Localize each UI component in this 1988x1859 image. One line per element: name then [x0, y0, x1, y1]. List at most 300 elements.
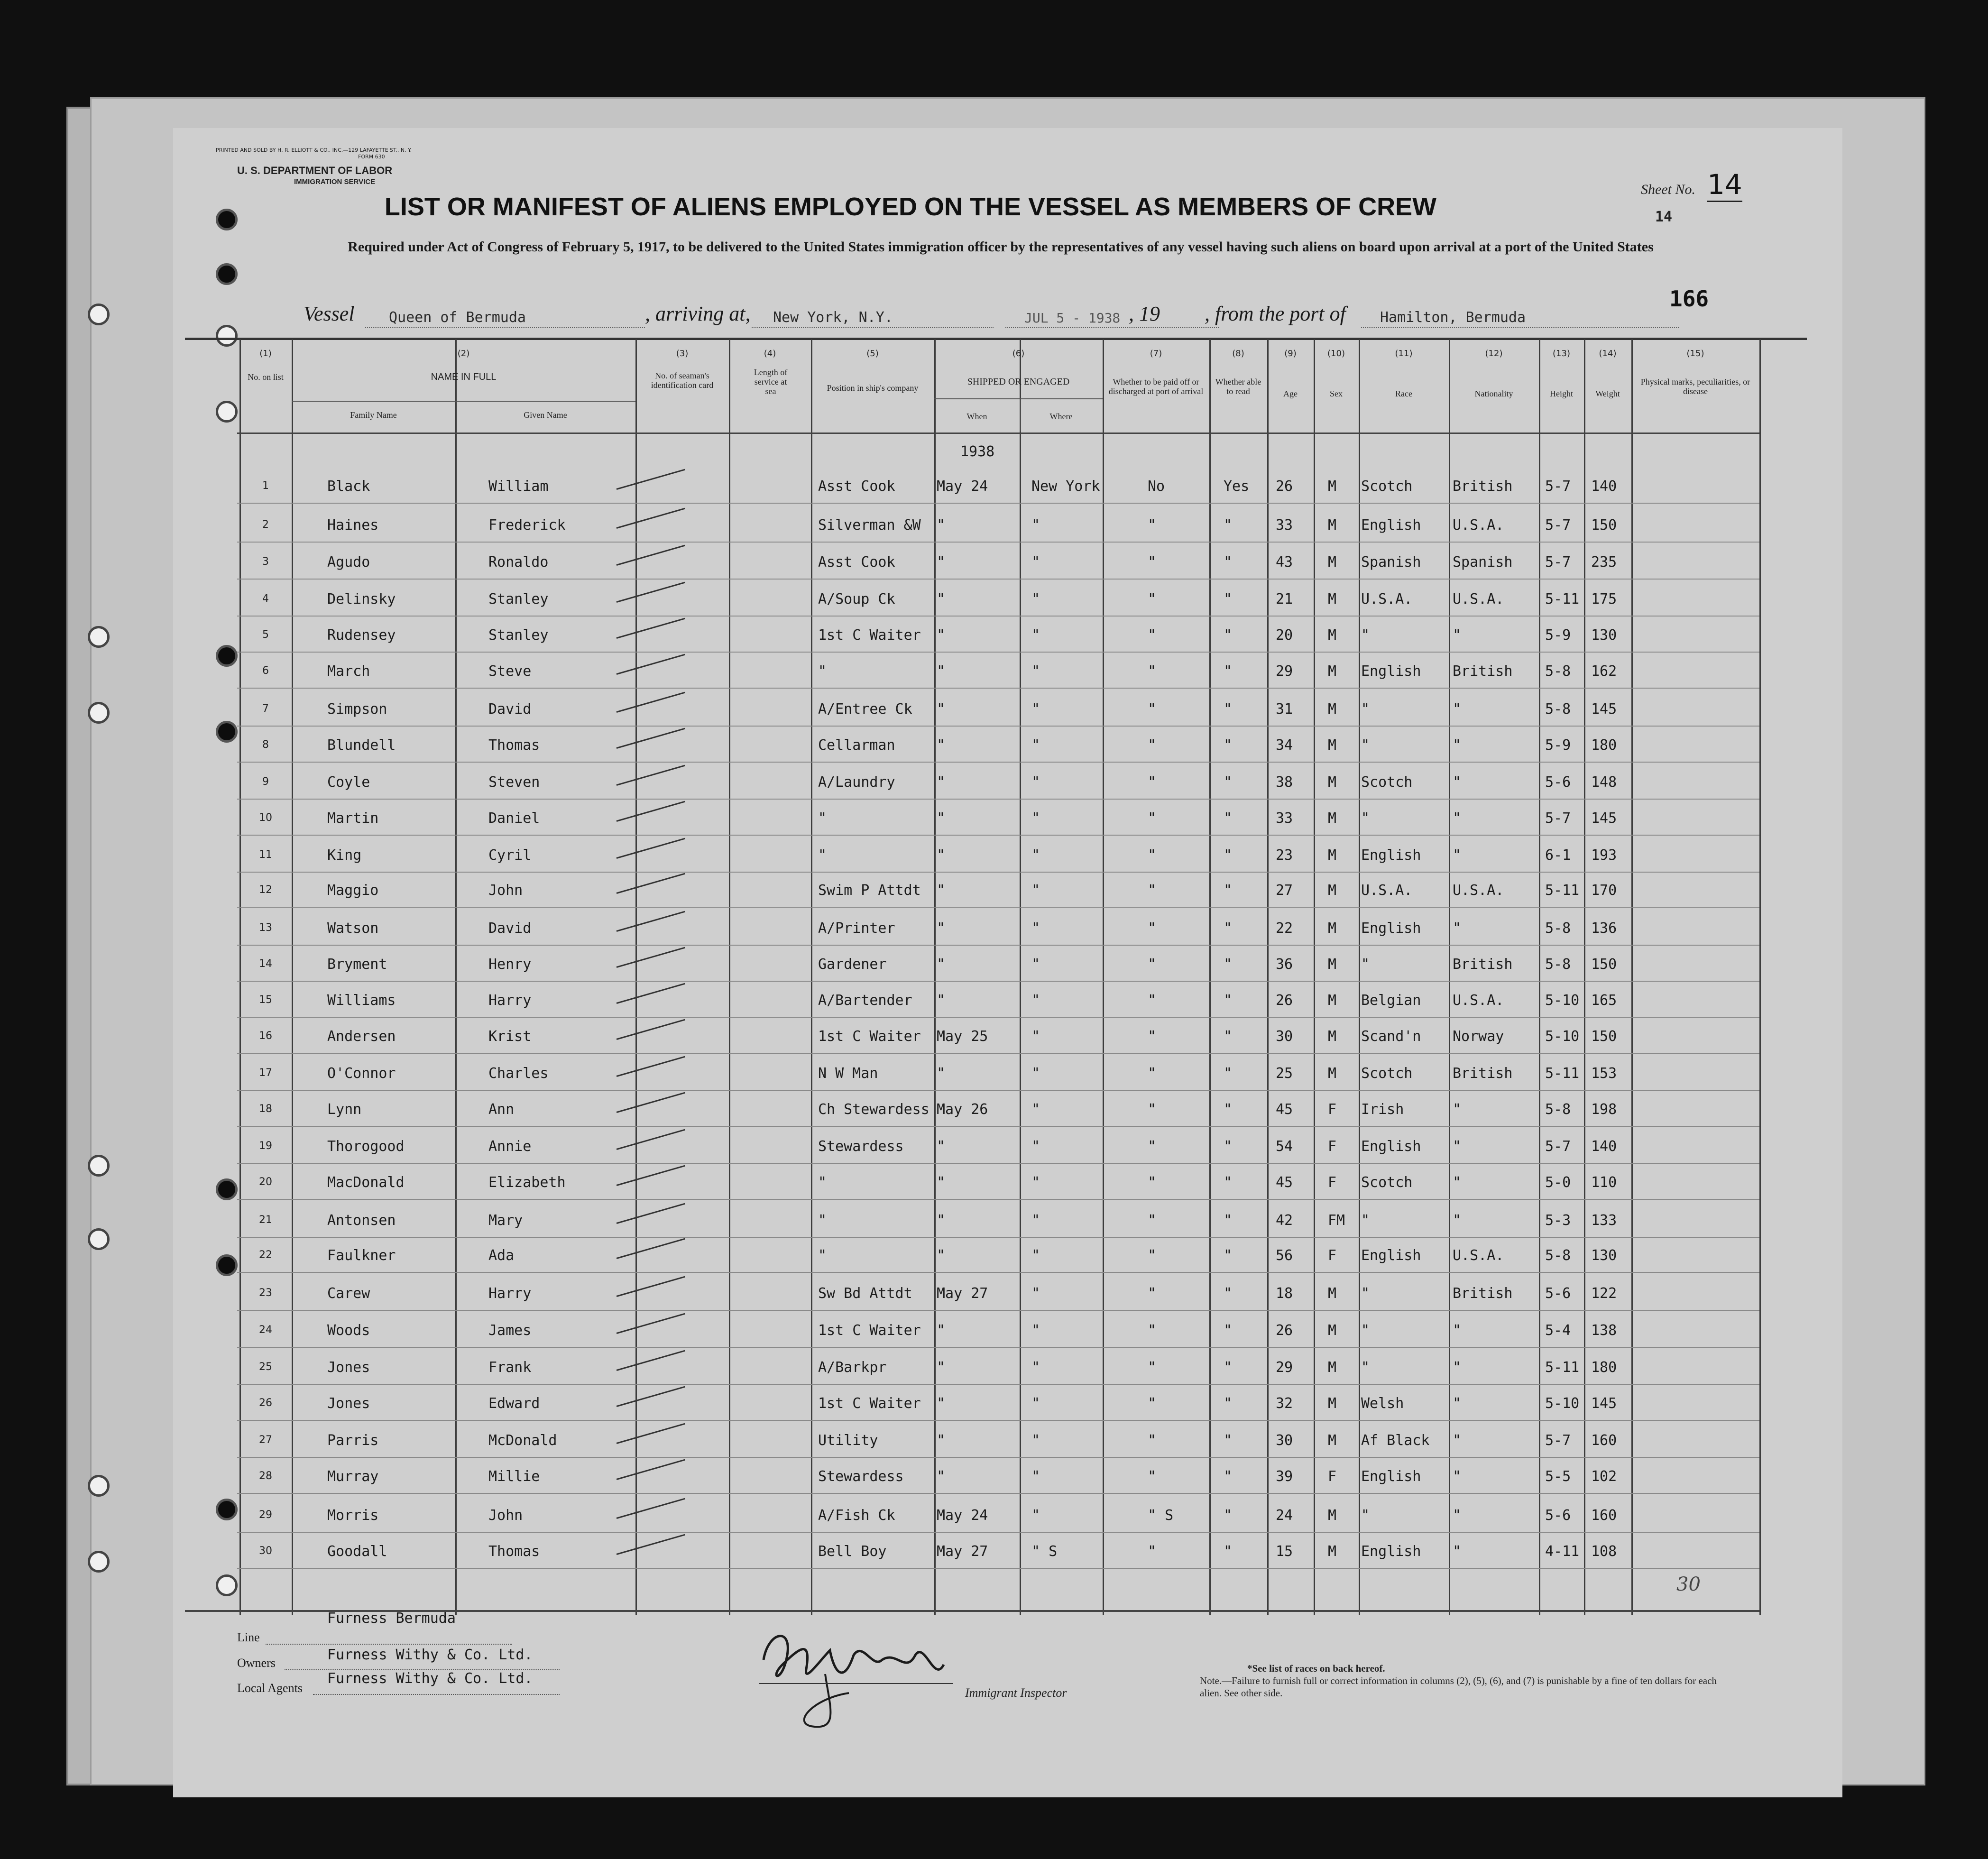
- nationality-cell: Spanish: [1453, 554, 1513, 571]
- shipped-where-cell: ": [1031, 847, 1040, 864]
- row-rule: [237, 579, 1759, 580]
- shipped-when-cell: ": [937, 847, 946, 864]
- row-rule: [237, 762, 1759, 763]
- shipped-where-cell: ": [1031, 1359, 1040, 1376]
- col6-number: (6): [1012, 349, 1025, 359]
- col6-heading: SHIPPED OR ENGAGED: [967, 377, 1070, 387]
- given-name-cell: David: [488, 920, 532, 937]
- given-name-cell: James: [488, 1322, 532, 1339]
- shipped-when-cell: ": [937, 920, 946, 937]
- nationality-cell: British: [1453, 478, 1513, 495]
- row-rule: [237, 1272, 1759, 1273]
- arrival-date-stamp: JUL 5 - 1938: [1024, 310, 1121, 326]
- shipped-where-cell: ": [1031, 1212, 1040, 1229]
- sex-cell: F: [1328, 1468, 1337, 1485]
- sex-cell: M: [1328, 1507, 1337, 1524]
- able-to-read-cell: ": [1224, 663, 1233, 680]
- race-cell: English: [1361, 1138, 1421, 1155]
- race-cell: U.S.A.: [1361, 882, 1413, 899]
- nationality-cell: ": [1453, 1543, 1462, 1560]
- given-name-cell: Ada: [488, 1247, 515, 1264]
- column-divider: [635, 339, 637, 1615]
- height-cell: 5-11: [1545, 1065, 1580, 1082]
- vessel-underline: [365, 327, 645, 328]
- nationality-cell: ": [1453, 810, 1462, 827]
- given-name-cell: Annie: [488, 1138, 532, 1155]
- row-rule: [237, 835, 1759, 836]
- nationality-cell: U.S.A.: [1453, 1247, 1504, 1264]
- sex-cell: M: [1328, 737, 1337, 754]
- position-cell: Utility: [818, 1432, 878, 1449]
- position-cell: Sw Bd Attdt: [818, 1285, 912, 1302]
- given-name-cell: Cyril: [488, 847, 532, 864]
- weight-cell: 153: [1591, 1065, 1617, 1082]
- height-cell: 5-8: [1545, 663, 1571, 680]
- col5-heading: Position in ship's company: [827, 383, 919, 393]
- col15-number: (15): [1686, 349, 1704, 359]
- year-heading: 1938: [960, 443, 995, 460]
- able-to-read-cell: ": [1224, 554, 1233, 571]
- race-cell: Welsh: [1361, 1395, 1404, 1412]
- row-number: 7: [262, 703, 269, 715]
- paid-off-cell: ": [1148, 847, 1157, 864]
- age-cell: 39: [1276, 1468, 1293, 1485]
- col13-heading: Height: [1550, 389, 1573, 398]
- weight-cell: 150: [1591, 1028, 1617, 1045]
- paid-off-cell: ": [1148, 663, 1157, 680]
- row-rule: [237, 1568, 1759, 1569]
- nationality-cell: ": [1453, 1174, 1462, 1191]
- manifest-number: 166: [1669, 286, 1709, 312]
- shipped-where-cell: ": [1031, 1468, 1040, 1485]
- age-cell: 45: [1276, 1101, 1293, 1118]
- from-underline: [1361, 327, 1679, 328]
- age-cell: 30: [1276, 1028, 1293, 1045]
- shipped-when-cell: ": [937, 1138, 946, 1155]
- page-subtitle: Required under Act of Congress of February 5, 1917, to be delivered to the United States immigration officer by the representatives of any vessel having such aliens on board upon arrival at a port of the United States: [348, 239, 1654, 255]
- paid-off-cell: ": [1148, 1543, 1157, 1560]
- col8-heading: Whether able to read: [1215, 377, 1261, 396]
- weight-cell: 140: [1591, 1138, 1617, 1155]
- race-cell: Scand'n: [1361, 1028, 1421, 1045]
- nationality-cell: ": [1453, 1359, 1462, 1376]
- pencil-count: 30: [1676, 1574, 1701, 1595]
- shipped-where-cell: ": [1031, 992, 1040, 1009]
- able-to-read-cell: ": [1224, 1322, 1233, 1339]
- binder-hole: [88, 702, 110, 724]
- nationality-cell: ": [1453, 920, 1462, 937]
- family-name-cell: Agudo: [327, 554, 370, 571]
- races-note: *See list of races on back hereof.: [1247, 1663, 1385, 1674]
- sex-cell: M: [1328, 992, 1337, 1009]
- age-cell: 36: [1276, 956, 1293, 973]
- nationality-cell: ": [1453, 1468, 1462, 1485]
- shipped-where-cell: ": [1031, 774, 1040, 791]
- owners-label: Owners: [237, 1656, 276, 1670]
- row-number: 9: [262, 776, 269, 788]
- shipped-where-cell: ": [1031, 1174, 1040, 1191]
- date-underline: [1005, 327, 1219, 328]
- position-cell: A/Entree Ck: [818, 701, 912, 718]
- race-cell: ": [1361, 1285, 1370, 1302]
- owners-value: Furness Withy & Co. Ltd.: [327, 1647, 533, 1663]
- age-cell: 29: [1276, 1359, 1293, 1376]
- paid-off-cell: ": [1148, 992, 1157, 1009]
- row-rule: [237, 799, 1759, 800]
- able-to-read-cell: ": [1224, 1432, 1233, 1449]
- age-cell: 18: [1276, 1285, 1293, 1302]
- age-cell: 43: [1276, 554, 1293, 571]
- able-to-read-cell: ": [1224, 1468, 1233, 1485]
- given-name-cell: Stanley: [488, 627, 549, 644]
- weight-cell: 162: [1591, 663, 1617, 680]
- family-name-cell: MacDonald: [327, 1174, 405, 1191]
- position-cell: A/Fish Ck: [818, 1507, 895, 1524]
- sex-cell: M: [1328, 591, 1337, 607]
- height-cell: 5-7: [1545, 478, 1571, 495]
- name-subheader-rule: [292, 401, 635, 402]
- given-name-cell: John: [488, 882, 523, 899]
- age-cell: 23: [1276, 847, 1293, 864]
- shipped-where-cell: ": [1031, 956, 1040, 973]
- given-name-cell: Ronaldo: [488, 554, 549, 571]
- binder-hole: [216, 401, 238, 423]
- shipped-when-cell: ": [937, 663, 946, 680]
- race-cell: Irish: [1361, 1101, 1404, 1118]
- able-to-read-cell: ": [1224, 882, 1233, 899]
- row-number: 26: [259, 1397, 272, 1409]
- given-name-cell: Millie: [488, 1468, 540, 1485]
- shipped-where-cell: ": [1031, 810, 1040, 827]
- age-cell: 25: [1276, 1065, 1293, 1082]
- age-cell: 24: [1276, 1507, 1293, 1524]
- column-divider: [1631, 339, 1633, 1615]
- shipped-where-cell: ": [1031, 627, 1040, 644]
- position-cell: Asst Cook: [818, 478, 895, 495]
- age-cell: 21: [1276, 591, 1293, 607]
- race-cell: Belgian: [1361, 992, 1421, 1009]
- shipped-where-cell: ": [1031, 882, 1040, 899]
- agents-label: Local Agents: [237, 1681, 303, 1695]
- vessel-label: Vessel: [304, 302, 355, 325]
- row-number: 1: [262, 480, 269, 492]
- sex-cell: M: [1328, 1359, 1337, 1376]
- col3-number: (3): [676, 349, 689, 359]
- age-cell: 34: [1276, 737, 1293, 754]
- family-name-cell: Woods: [327, 1322, 370, 1339]
- paid-off-cell: " S: [1148, 1507, 1174, 1524]
- sex-cell: M: [1328, 1543, 1337, 1560]
- shipped-where-cell: ": [1031, 1432, 1040, 1449]
- height-cell: 5-6: [1545, 774, 1571, 791]
- family-name-cell: Williams: [327, 992, 396, 1009]
- family-name-cell: Carew: [327, 1285, 370, 1302]
- col11-number: (11): [1395, 349, 1413, 359]
- sex-cell: F: [1328, 1247, 1337, 1264]
- paid-off-cell: No: [1148, 478, 1165, 495]
- col11-heading: Race: [1395, 389, 1412, 398]
- age-cell: 31: [1276, 701, 1293, 718]
- from-port: Hamilton, Bermuda: [1380, 309, 1526, 326]
- family-name-cell: Bryment: [327, 956, 387, 973]
- shipped-where-cell: ": [1031, 1322, 1040, 1339]
- col12-number: (12): [1485, 349, 1503, 359]
- height-cell: 5-8: [1545, 1101, 1571, 1118]
- row-rule: [237, 1532, 1759, 1533]
- position-cell: Stewardess: [818, 1468, 904, 1485]
- weight-cell: 136: [1591, 920, 1617, 937]
- paid-off-cell: ": [1148, 1322, 1157, 1339]
- col9-number: (9): [1284, 349, 1297, 359]
- sheet-number: [1641, 168, 1742, 201]
- able-to-read-cell: ": [1224, 1101, 1233, 1118]
- shipped-when-cell: ": [937, 517, 946, 534]
- row-rule: [237, 652, 1759, 653]
- height-cell: 5-5: [1545, 1468, 1571, 1485]
- service-name: IMMIGRATION SERVICE: [294, 178, 376, 186]
- nationality-cell: ": [1453, 1395, 1462, 1412]
- position-cell: ": [818, 663, 827, 680]
- column-divider: [1359, 339, 1360, 1615]
- able-to-read-cell: ": [1224, 1212, 1233, 1229]
- column-divider: [1539, 339, 1540, 1615]
- paid-off-cell: ": [1148, 1138, 1157, 1155]
- shipped-where-cell: ": [1031, 1101, 1040, 1118]
- printer-imprint: [216, 147, 548, 160]
- able-to-read-cell: ": [1224, 1395, 1233, 1412]
- shipped-subheader-rule: [934, 398, 1103, 399]
- col4-heading: Length of service at sea: [754, 368, 788, 396]
- height-cell: 5-7: [1545, 1138, 1571, 1155]
- able-to-read-cell: Yes: [1224, 478, 1250, 495]
- footer-note: [1200, 1662, 1721, 1699]
- position-cell: Stewardess: [818, 1138, 904, 1155]
- given-name-cell: Thomas: [488, 1543, 540, 1560]
- race-cell: Scotch: [1361, 774, 1413, 791]
- shipped-when-cell: ": [937, 627, 946, 644]
- able-to-read-cell: ": [1224, 701, 1233, 718]
- position-cell: A/Bartender: [818, 992, 912, 1009]
- age-cell: 42: [1276, 1212, 1293, 1229]
- shipped-when-cell: ": [937, 737, 946, 754]
- able-to-read-cell: ": [1224, 810, 1233, 827]
- shipped-where-cell: ": [1031, 1507, 1040, 1524]
- height-cell: 5-10: [1545, 1028, 1580, 1045]
- row-number: 14: [259, 958, 272, 970]
- given-name-cell: Harry: [488, 992, 532, 1009]
- sex-cell: M: [1328, 1395, 1337, 1412]
- weight-cell: 102: [1591, 1468, 1617, 1485]
- shipped-when-cell: ": [937, 1247, 946, 1264]
- weight-cell: 133: [1591, 1212, 1617, 1229]
- age-cell: 26: [1276, 992, 1293, 1009]
- family-name-cell: Watson: [327, 920, 379, 937]
- family-name-cell: Antonsen: [327, 1212, 396, 1229]
- sex-cell: M: [1328, 1322, 1337, 1339]
- row-number: 12: [259, 884, 272, 896]
- paid-off-cell: ": [1148, 554, 1157, 571]
- sex-cell: M: [1328, 920, 1337, 937]
- family-name-cell: Coyle: [327, 774, 370, 791]
- shipped-where-cell: ": [1031, 663, 1040, 680]
- col14-number: (14): [1599, 349, 1617, 359]
- weight-cell: 140: [1591, 478, 1617, 495]
- position-cell: A/Laundry: [818, 774, 895, 791]
- sex-cell: M: [1328, 478, 1337, 495]
- page-title: LIST OR MANIFEST OF ALIENS EMPLOYED ON THE VESSEL AS MEMBERS OF CREW: [384, 193, 1437, 221]
- race-cell: English: [1361, 1468, 1421, 1485]
- binder-hole: [88, 1551, 110, 1573]
- row-number: 6: [262, 665, 269, 677]
- row-rule: [237, 542, 1759, 543]
- row-rule: [237, 1420, 1759, 1421]
- paid-off-cell: ": [1148, 774, 1157, 791]
- column-divider: [292, 339, 293, 1615]
- nationality-cell: ": [1453, 627, 1462, 644]
- penalty-note: Note.—Failure to furnish full or correct information in columns (2), (5), (6), and (7) is punishable by a fine of ten dollars for each alien. See other side.: [1200, 1675, 1717, 1699]
- shipped-where-cell: ": [1031, 920, 1040, 937]
- family-name-cell: Morris: [327, 1507, 379, 1524]
- family-name-cell: Faulkner: [327, 1247, 396, 1264]
- height-cell: 5-8: [1545, 956, 1571, 973]
- paid-off-cell: ": [1148, 1174, 1157, 1191]
- race-cell: ": [1361, 701, 1370, 718]
- given-name-cell: Frank: [488, 1359, 532, 1376]
- inspector-signature: [754, 1612, 967, 1736]
- able-to-read-cell: ": [1224, 847, 1233, 864]
- paid-off-cell: ": [1148, 1247, 1157, 1264]
- shipped-when-cell: May 26: [937, 1101, 988, 1118]
- col15-heading: Physical marks, peculiarities, or disease: [1640, 377, 1750, 396]
- given-name-cell: David: [488, 701, 532, 718]
- position-cell: ": [818, 1212, 827, 1229]
- position-cell: 1st C Waiter: [818, 1395, 921, 1412]
- arriving-underline: [752, 327, 994, 328]
- given-name-cell: Edward: [488, 1395, 540, 1412]
- row-rule: [237, 1053, 1759, 1054]
- given-name-cell: Harry: [488, 1285, 532, 1302]
- sex-cell: M: [1328, 627, 1337, 644]
- shipped-when-cell: May 24: [937, 1507, 988, 1524]
- shipped-when-cell: May 27: [937, 1543, 988, 1560]
- age-cell: 22: [1276, 920, 1293, 937]
- able-to-read-cell: ": [1224, 737, 1233, 754]
- year-label: , 19: [1129, 302, 1160, 325]
- race-cell: ": [1361, 737, 1370, 754]
- shipped-when-cell: ": [937, 1468, 946, 1485]
- weight-cell: 130: [1591, 627, 1617, 644]
- position-cell: ": [818, 810, 827, 827]
- able-to-read-cell: ": [1224, 1028, 1233, 1045]
- binder-hole: [88, 1155, 110, 1177]
- race-cell: Scotch: [1361, 1065, 1413, 1082]
- age-cell: 38: [1276, 774, 1293, 791]
- col13-number: (13): [1553, 349, 1570, 359]
- binder-hole: [216, 721, 238, 743]
- row-rule: [237, 616, 1759, 617]
- weight-cell: 160: [1591, 1507, 1617, 1524]
- weight-cell: 198: [1591, 1101, 1617, 1118]
- given-name-cell: Henry: [488, 956, 532, 973]
- race-cell: U.S.A.: [1361, 591, 1413, 607]
- col12-heading: Nationality: [1474, 389, 1513, 398]
- shipped-when-cell: May 27: [937, 1285, 988, 1302]
- race-cell: ": [1361, 627, 1370, 644]
- line-value: Furness Bermuda: [327, 1610, 456, 1627]
- weight-cell: 138: [1591, 1322, 1617, 1339]
- row-number: 28: [259, 1470, 272, 1482]
- position-cell: Gardener: [818, 956, 887, 973]
- nationality-cell: Norway: [1453, 1028, 1504, 1045]
- shipped-when-cell: ": [937, 810, 946, 827]
- row-rule: [237, 1163, 1759, 1164]
- position-cell: Cellarman: [818, 737, 895, 754]
- col5-number: (5): [866, 349, 879, 359]
- race-cell: ": [1361, 956, 1370, 973]
- row-number: 2: [262, 519, 269, 531]
- row-number: 8: [262, 739, 269, 751]
- position-cell: N W Man: [818, 1065, 878, 1082]
- able-to-read-cell: ": [1224, 517, 1233, 534]
- row-rule: [237, 1237, 1759, 1238]
- age-cell: 26: [1276, 478, 1293, 495]
- col10-heading: Sex: [1330, 389, 1343, 398]
- shipped-where-cell: ": [1031, 1065, 1040, 1082]
- sex-cell: M: [1328, 956, 1337, 973]
- shipped-when-cell: ": [937, 591, 946, 607]
- given-name-cell: Elizabeth: [488, 1174, 566, 1191]
- race-cell: Af Black: [1361, 1432, 1430, 1449]
- sex-cell: M: [1328, 774, 1337, 791]
- position-cell: A/Soup Ck: [818, 591, 895, 607]
- col2-number: (2): [457, 349, 470, 359]
- race-cell: Spanish: [1361, 554, 1421, 571]
- shipped-when-cell: May 25: [937, 1028, 988, 1045]
- nationality-cell: ": [1453, 1432, 1462, 1449]
- arriving-label: , arriving at,: [645, 302, 751, 325]
- row-rule: [237, 1310, 1759, 1311]
- height-cell: 5-7: [1545, 554, 1571, 571]
- family-name-cell: Black: [327, 478, 370, 495]
- sex-cell: F: [1328, 1174, 1337, 1191]
- nationality-cell: British: [1453, 956, 1513, 973]
- shipped-where-cell: ": [1031, 554, 1040, 571]
- sex-cell: M: [1328, 882, 1337, 899]
- col3-heading: No. of seaman's identification card: [651, 371, 714, 390]
- race-cell: English: [1361, 517, 1421, 534]
- position-cell: Bell Boy: [818, 1543, 887, 1560]
- nationality-cell: British: [1453, 663, 1513, 680]
- height-cell: 5-8: [1545, 1247, 1571, 1264]
- race-cell: English: [1361, 1247, 1421, 1264]
- binder-hole: [88, 626, 110, 648]
- row-number: 24: [259, 1324, 272, 1336]
- sex-cell: M: [1328, 517, 1337, 534]
- weight-cell: 165: [1591, 992, 1617, 1009]
- height-cell: 5-11: [1545, 882, 1580, 899]
- col10-number: (10): [1327, 349, 1345, 359]
- sex-cell: M: [1328, 1065, 1337, 1082]
- row-number: 11: [259, 849, 272, 861]
- height-cell: 6-1: [1545, 847, 1571, 864]
- paid-off-cell: ": [1148, 810, 1157, 827]
- weight-cell: 148: [1591, 774, 1617, 791]
- shipped-where-cell: ": [1031, 737, 1040, 754]
- family-name-cell: Jones: [327, 1395, 370, 1412]
- able-to-read-cell: ": [1224, 1247, 1233, 1264]
- given-name-cell: Krist: [488, 1028, 532, 1045]
- height-cell: 5-4: [1545, 1322, 1571, 1339]
